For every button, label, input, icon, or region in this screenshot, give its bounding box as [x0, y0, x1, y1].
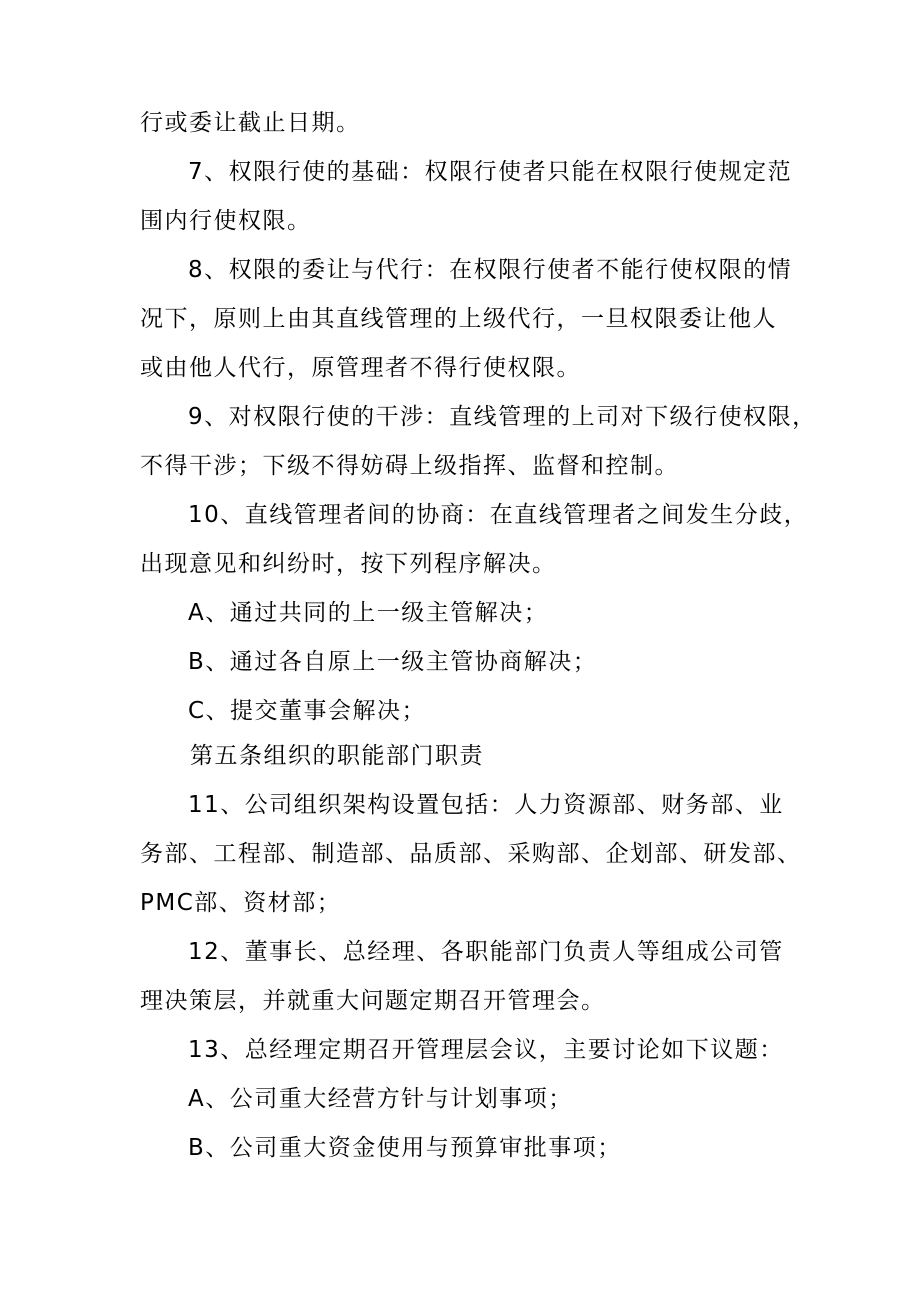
text-line: 7、权限行使的基础：权限行使者只能在权限行使规定范	[188, 159, 793, 185]
list-item: A、通过共同的上一级主管解决；	[188, 600, 549, 626]
text-line: 务部、工程部、制造部、品质部、采购部、企划部、研发部、	[140, 841, 802, 867]
text-line: 11、公司组织架构设置包括：人力资源部、财务部、业	[188, 792, 784, 818]
text-line: 行或委让截止日期。	[140, 110, 361, 136]
text-line: 13、总经理定期召开管理层会议，主要讨论如下议题：	[188, 1037, 784, 1063]
text-line: 出现意见和纠纷时，按下列程序解决。	[140, 551, 557, 577]
list-item: B、通过各自原上一级主管协商解决；	[188, 649, 598, 675]
text-line: 况下，原则上由其直线管理的上级代行，一旦权限委让他人	[140, 306, 777, 332]
text-line: 8、权限的委让与代行：在权限行使者不能行使权限的情	[188, 257, 793, 283]
section-heading: 第五条组织的职能部门职责	[190, 743, 484, 769]
text-line: PMC部、资材部；	[140, 890, 342, 916]
text-line: 10、直线管理者间的协商：在直线管理者之间发生分歧，	[188, 502, 809, 528]
text-line: 12、董事长、总经理、各职能部门负责人等组成公司管	[188, 939, 784, 965]
list-item: A、公司重大经营方针与计划事项；	[188, 1086, 573, 1112]
text-line: 不得干涉；下级不得妨碍上级指挥、监督和控制。	[140, 453, 679, 479]
text-line: 或由他人代行，原管理者不得行使权限。	[140, 355, 581, 381]
text-line: 围内行使权限。	[140, 208, 312, 234]
text-line: 理决策层，并就重大问题定期召开管理会。	[140, 988, 606, 1014]
list-item: B、公司重大资金使用与预算审批事项；	[188, 1135, 622, 1161]
list-item: C、提交董事会解决；	[188, 698, 427, 724]
text-line: 9、对权限行使的干涉：直线管理的上司对下级行使权限，	[188, 404, 817, 430]
